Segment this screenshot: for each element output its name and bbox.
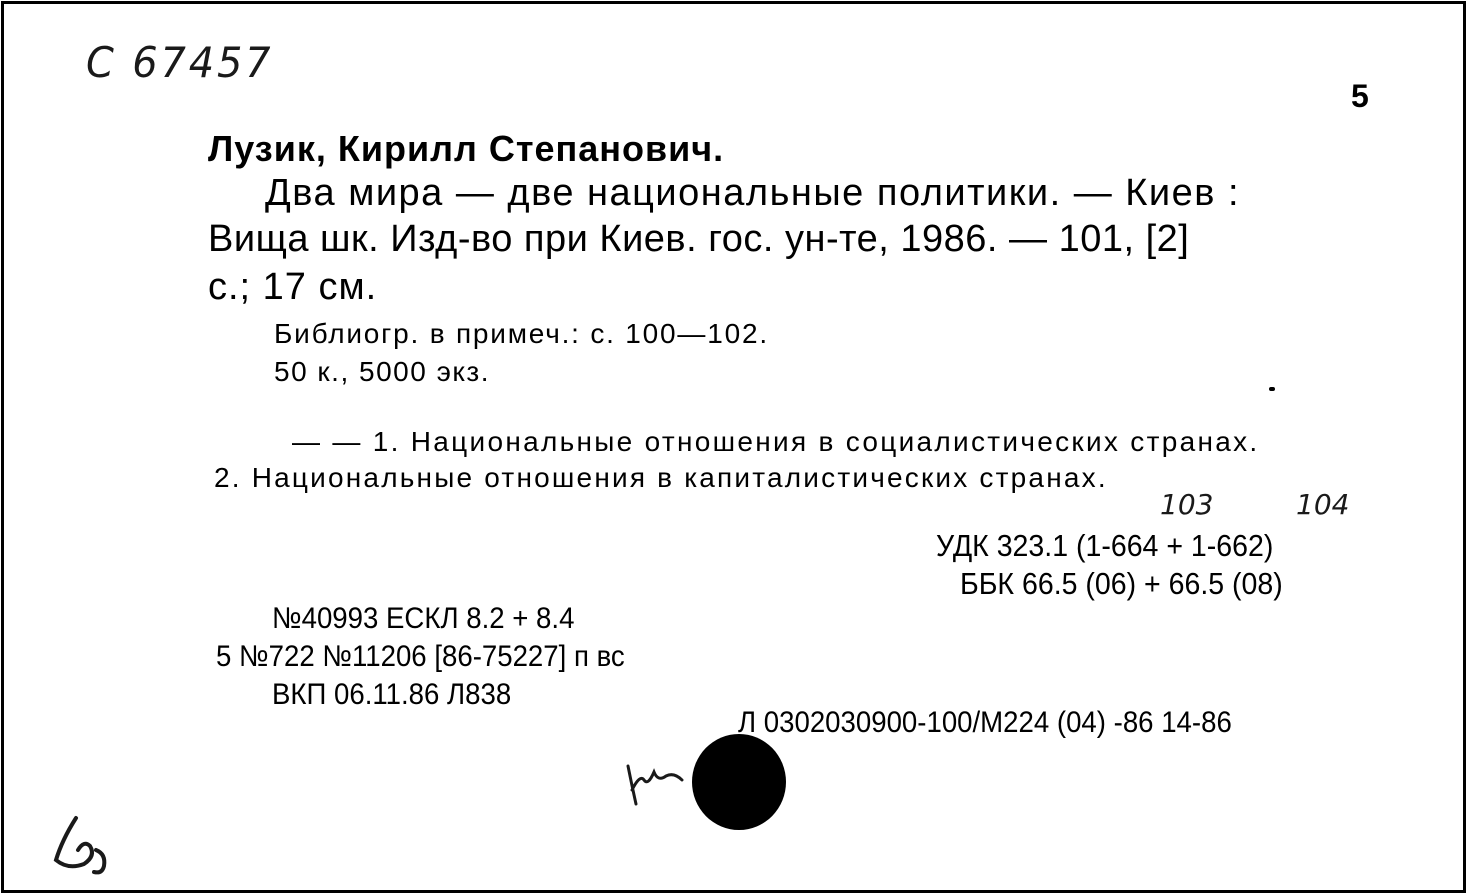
- udk-code: УДК 323.1 (1-664 + 1-662): [936, 528, 1274, 563]
- author: Лузик, Кирилл Степанович.: [208, 128, 725, 169]
- page-number: 5: [1351, 78, 1369, 114]
- handwritten-note-a: 103: [1160, 488, 1214, 521]
- handwritten-corner-mark: [48, 810, 128, 893]
- kp-line: 5 №722 №11206 [86-75227] п вс: [216, 640, 625, 673]
- handwritten-scribble-icon: [622, 746, 702, 816]
- price-print-run: 50 к., 5000 экз.: [274, 356, 491, 387]
- handwritten-squiggle-icon: [48, 810, 128, 880]
- bibliography-note: Библиогр. в примеч.: с. 100—102.: [274, 318, 769, 349]
- card-number: С 67457: [86, 38, 274, 87]
- handwritten-note-b: 104: [1296, 488, 1350, 521]
- title-line-3: с.; 17 см.: [208, 266, 378, 308]
- handwritten-initials: [622, 746, 702, 826]
- ekl-line: №40993 ЕСКЛ 8.2 + 8.4: [272, 602, 575, 635]
- subject-heading-1: — — 1. Национальные отношения в социалистических странах.: [292, 426, 1260, 457]
- title-line-2: Вища шк. Изд-во при Киев. гос. ун-те, 1986. — 101, [2]: [208, 218, 1190, 260]
- publication-code: Л 0302030900-100/М224 (04) -86 14-86: [738, 706, 1232, 739]
- title-line-1: Два мира — две национальные политики. — Киев :: [265, 172, 1241, 214]
- bbk-code: ББК 66.5 (06) + 66.5 (08): [960, 566, 1283, 601]
- punch-hole: [692, 734, 786, 830]
- subject-heading-2: 2. Национальные отношения в капиталистических странах.: [214, 462, 1108, 493]
- vkp-line: ВКП 06.11.86 Л838: [272, 678, 512, 711]
- ink-speck: [1269, 387, 1275, 391]
- catalog-card: [1, 1, 1466, 893]
